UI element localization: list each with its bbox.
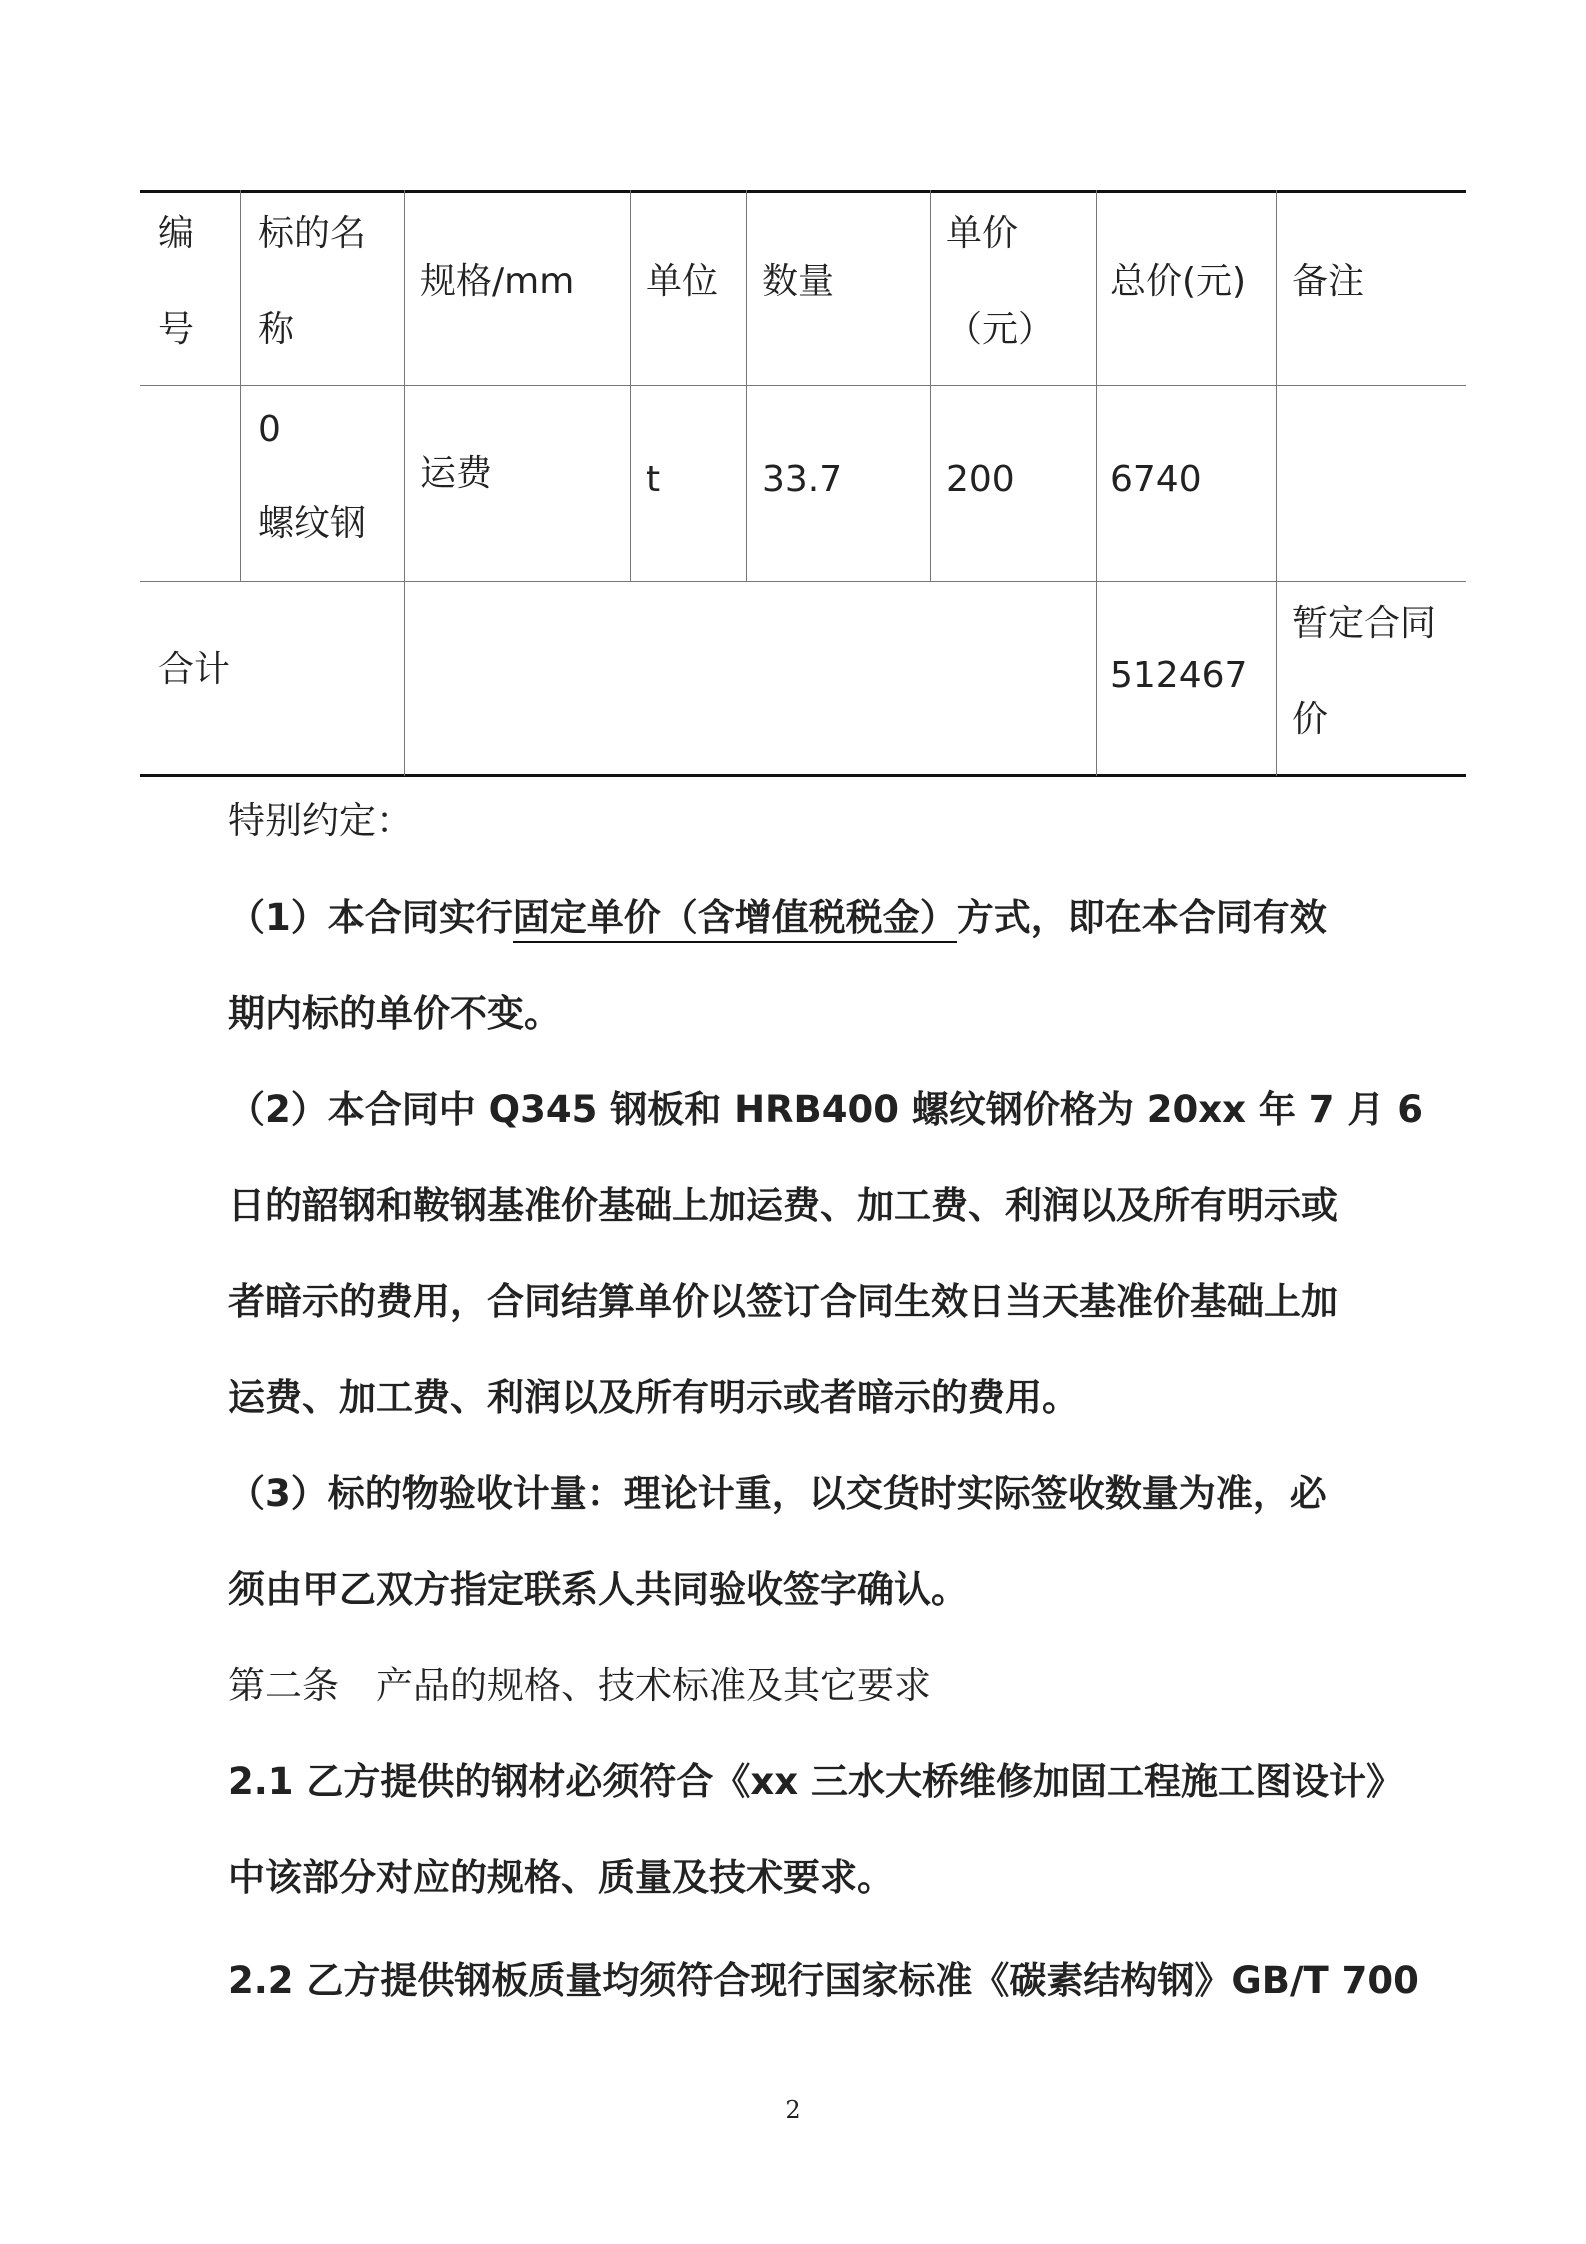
row-spec: 运费 xyxy=(420,453,493,494)
clause-3-line-1: （3）标的物验收计量：理论计重，以交货时实际签收数量为准，必 xyxy=(228,1472,1327,1515)
header-qty: 数量 xyxy=(762,261,835,302)
sum-label: 合计 xyxy=(158,649,231,690)
table-col-divider xyxy=(630,190,631,581)
header-price-1: 单价 xyxy=(946,213,1019,254)
clause-2-line-2: 日的韶钢和鞍钢基准价基础上加运费、加工费、利润以及所有明示或 xyxy=(228,1184,1338,1227)
special-heading: 特别约定： xyxy=(228,799,413,842)
table-row-divider xyxy=(140,581,1466,582)
sum-remark-2: 价 xyxy=(1292,699,1329,740)
art-2-2-line-1: 2.2 乙方提供钢板质量均须符合现行国家标准《碳素结构钢》GB/T 700 xyxy=(228,1959,1419,2002)
header-remark: 备注 xyxy=(1292,261,1365,302)
price-table xyxy=(140,190,1466,776)
header-total: 总价(元) xyxy=(1110,261,1247,302)
header-name-1: 标的名 xyxy=(258,213,367,254)
art-2-1-line-1: 2.1 乙方提供的钢材必须符合《xx 三水大桥维修加固工程施工图设计》 xyxy=(228,1760,1404,1803)
header-price-2: （元） xyxy=(946,309,1055,350)
clause-1-underlined: 固定单价（含增值税税金） xyxy=(513,896,957,943)
header-no-2: 号 xyxy=(158,309,195,350)
clause-1-prefix: （1）本合同实行 xyxy=(228,896,513,939)
table-row-divider xyxy=(140,385,1466,386)
sum-remark-1: 暂定合同 xyxy=(1292,603,1437,644)
article-2-title: 第二条 产品的规格、技术标准及其它要求 xyxy=(228,1664,931,1707)
clause-2-line-3: 者暗示的费用，合同结算单价以签订合同生效日当天基准价基础上加 xyxy=(228,1280,1338,1323)
table-col-divider xyxy=(404,190,405,776)
table-bottom-rule xyxy=(140,774,1466,777)
header-spec: 规格/mm xyxy=(420,261,575,302)
row-price: 200 xyxy=(946,459,1015,500)
page-number: 2 xyxy=(785,2096,801,2124)
row-name-1: 0 xyxy=(258,409,281,450)
clause-3-line-2: 须由甲乙双方指定联系人共同验收签字确认。 xyxy=(228,1568,968,1611)
sum-total: 512467 xyxy=(1110,655,1248,696)
header-name-2: 称 xyxy=(258,309,295,350)
row-total: 6740 xyxy=(1110,459,1202,500)
table-col-divider xyxy=(240,190,241,581)
clause-2-line-4: 运费、加工费、利润以及所有明示或者暗示的费用。 xyxy=(228,1376,1079,1419)
clause-1-suffix: 方式，即在本合同有效 xyxy=(956,896,1327,939)
table-col-divider xyxy=(1276,190,1277,776)
table-col-divider xyxy=(930,190,931,581)
table-top-rule xyxy=(140,190,1466,193)
clause-1-line-2: 期内标的单价不变。 xyxy=(228,992,561,1035)
clause-2-line-1: （2）本合同中 Q345 钢板和 HRB400 螺纹钢价格为 20xx 年 7 月 6 xyxy=(228,1088,1423,1131)
row-unit: t xyxy=(646,459,661,500)
row-name-2: 螺纹钢 xyxy=(258,503,367,544)
art-2-1-line-2: 中该部分对应的规格、质量及技术要求。 xyxy=(228,1856,894,1899)
header-unit: 单位 xyxy=(646,261,719,302)
header-no-1: 编 xyxy=(158,213,195,254)
table-col-divider xyxy=(746,190,747,581)
table-col-divider xyxy=(1096,190,1097,776)
clause-1-line-1 xyxy=(228,892,1327,944)
row-qty: 33.7 xyxy=(762,459,843,500)
